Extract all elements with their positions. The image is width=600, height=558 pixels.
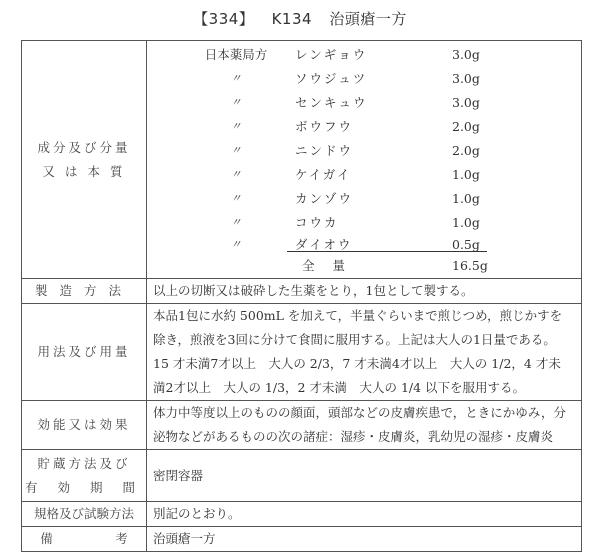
- formula-name: 治頭瘡一方: [329, 10, 407, 28]
- ingredient-list: [153, 41, 581, 278]
- row-manufacturing: [22, 279, 582, 304]
- total-divider: [287, 251, 487, 252]
- ingredient-source: 〃: [230, 96, 242, 109]
- ingredient-source: 〃: [230, 238, 242, 251]
- total-row: [153, 254, 581, 278]
- ingredient-row: [153, 115, 581, 139]
- effect-line: 泌物などがあるものの次の諸症：湿疹・皮膚炎，乳幼児の湿疹・皮膚炎: [153, 429, 554, 444]
- ingredient-name: ニンドウ: [295, 143, 354, 158]
- row-note: [22, 527, 582, 552]
- usage-line: 除き，煎液を3回に分けて食間に服用する。上記は大人の1日量である。: [153, 332, 556, 347]
- row-usage: [22, 304, 582, 401]
- ingredient-row: [153, 163, 581, 187]
- ingredient-row: [153, 139, 581, 163]
- label-manufacturing: 製造方法: [22, 279, 147, 304]
- ingredient-amount: 3.0g: [452, 95, 480, 110]
- note-text: 治頭瘡一方: [147, 527, 582, 552]
- effect-cell: [147, 401, 582, 450]
- ingredient-amount: 1.0g: [452, 167, 480, 182]
- row-test-method: [22, 502, 582, 527]
- ingredient-source: 日本薬局方: [204, 47, 268, 62]
- ingredient-amount: 3.0g: [452, 47, 480, 62]
- specification-table: [21, 40, 582, 552]
- label-storage: [22, 450, 147, 502]
- label-line: 成分及び分量: [37, 139, 131, 155]
- ingredient-source: 〃: [230, 168, 242, 181]
- ingredients-cell: [147, 41, 582, 279]
- total-label: 全量: [302, 258, 364, 273]
- row-ingredients: [22, 41, 582, 279]
- ingredient-name: ダイオウ: [295, 237, 353, 252]
- manufacturing-text: 以上の切断又は破砕した生薬をとり，1包として製する。: [147, 279, 582, 304]
- ingredient-row: [153, 187, 581, 211]
- ingredient-amount: 2.0g: [452, 119, 480, 134]
- ingredient-amount: 1.0g: [452, 215, 480, 230]
- ingredient-name: ケイガイ: [295, 167, 352, 182]
- ingredient-amount: 2.0g: [452, 143, 480, 158]
- usage-line: 本品1包に水約 500mL を加えて，半量ぐらいまで煎じつめ，煎じかすを: [153, 308, 563, 323]
- ingredient-row: [153, 67, 581, 91]
- label-line: 貯蔵方法及び: [37, 455, 131, 471]
- test-method-text: 別記のとおり。: [147, 502, 582, 527]
- ingredient-name: ソウジュツ: [295, 71, 368, 86]
- ingredient-name: カンゾウ: [295, 191, 354, 206]
- ingredient-source: 〃: [230, 144, 242, 157]
- ingredient-row: [153, 43, 581, 67]
- row-storage: [22, 450, 582, 502]
- usage-line: 15 才未満7才以上 大人の 2/3，7 才未満4才以上 大人の 1/2，4 才未: [153, 356, 561, 371]
- usage-line: 満2才以上 大人の 1/3，2 才未満 大人の 1/4 以下を服用する。: [153, 380, 526, 395]
- ingredient-row: [153, 211, 581, 235]
- ingredient-name: レンギョウ: [295, 47, 368, 62]
- effect-line: 体力中等度以上のものの顔面，頭部などの皮膚疾患で，ときにかゆみ，分: [153, 405, 567, 420]
- label-usage: 用法及び用量: [22, 304, 147, 401]
- ingredient-amount: 1.0g: [452, 191, 480, 206]
- ingredient-amount: 3.0g: [452, 71, 480, 86]
- label-line: 有 効 期 間: [25, 479, 143, 495]
- storage-text: 密閉容器: [147, 450, 582, 502]
- label-effect: 効能又は効果: [22, 401, 147, 450]
- monograph-number: 【334】: [193, 10, 255, 28]
- ingredient-source: 〃: [230, 192, 242, 205]
- ingredient-amount: 0.5g: [452, 237, 480, 252]
- label-line: 又 は 本 質: [42, 163, 126, 179]
- ingredient-name: センキュウ: [295, 95, 368, 110]
- label-test-method: 規格及び試験方法: [22, 502, 147, 527]
- label-ingredients: [22, 41, 147, 279]
- ingredient-name: コウカ: [295, 215, 339, 230]
- monograph-code: K134: [271, 10, 313, 28]
- usage-cell: [147, 304, 582, 401]
- ingredient-source: 〃: [230, 120, 242, 133]
- ingredient-row: [153, 91, 581, 115]
- document-title: [0, 8, 600, 29]
- total-amount: 16.5g: [452, 258, 488, 273]
- label-note: 備 考: [22, 527, 147, 552]
- row-effect: [22, 401, 582, 450]
- ingredient-source: 〃: [230, 216, 242, 229]
- ingredient-name: ボウフウ: [295, 119, 354, 134]
- ingredient-source: 〃: [230, 72, 242, 85]
